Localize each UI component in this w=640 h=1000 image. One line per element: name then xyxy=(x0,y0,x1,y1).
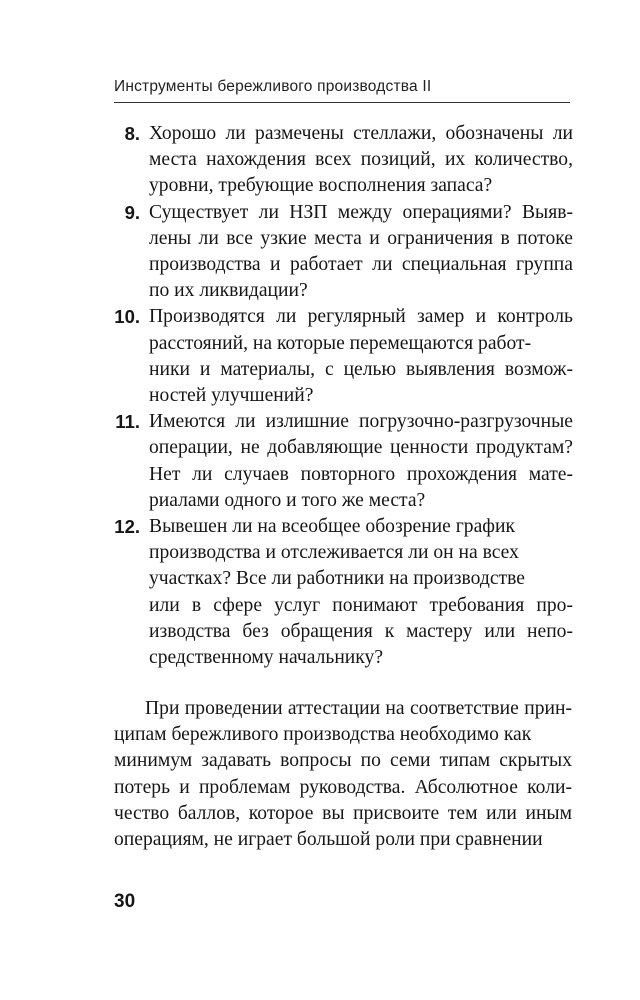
list-item xyxy=(114,304,574,409)
running-head: Инструменты бережливого производства II xyxy=(114,78,432,95)
item-line: операции, не добавляющие ценности продуктам? xyxy=(149,437,573,459)
item-line: места нахождения всех позиций, их количество, xyxy=(149,149,573,171)
list-item xyxy=(114,200,574,305)
item-line: Имеются ли излишние погрузочно-разгрузочные xyxy=(149,411,573,433)
list-item xyxy=(114,514,574,671)
header-rule xyxy=(114,102,570,103)
item-line: средственному начальнику? xyxy=(149,647,384,669)
list-item xyxy=(114,409,574,514)
body-paragraph xyxy=(114,696,574,853)
item-line: изводства без обращения к мастеру или непо- xyxy=(149,620,573,642)
item-line: по их ликвидации? xyxy=(149,280,308,302)
item-line: уровни, требующие восполнения запаса? xyxy=(149,175,493,197)
item-number: 9. xyxy=(124,201,140,223)
paragraph-line: чество баллов, которое вы присвоите тем или иным xyxy=(114,802,572,824)
question-list xyxy=(114,121,574,671)
item-number: 12. xyxy=(114,516,140,538)
paragraph-line: операциям, не играет большой роли при сравнении xyxy=(114,829,543,851)
item-line: лены ли все узкие места и ограничения в потоке xyxy=(149,227,573,249)
item-line: ностей улучшений? xyxy=(149,385,314,407)
paragraph-line: При проведении аттестации на соответствие прин- xyxy=(145,698,572,719)
page-number: 30 xyxy=(114,891,136,912)
paragraph-line: ципам бережливого производства необходимо как xyxy=(114,724,532,746)
paragraph-line: минимум задавать вопросы по семи типам скрытых xyxy=(114,750,572,772)
item-line: Хорошо ли размечены стеллажи, обозначены ли xyxy=(149,123,573,144)
item-line: участках? Все ли работники на производстве xyxy=(149,568,525,590)
item-line: Вывешен ли на всеобщее обозрение график xyxy=(149,516,515,538)
item-line: производства и работает ли специальная группа xyxy=(149,254,573,276)
item-line: расстояний, на которые перемещаются работ- xyxy=(149,332,532,354)
item-number: 11. xyxy=(115,411,140,433)
item-line: Производятся ли регулярный замер и контроль xyxy=(149,306,573,328)
item-number: 10. xyxy=(114,306,140,328)
item-line: производства и отслеживается ли он на всех xyxy=(149,542,519,564)
item-line: риалами одного и того же места? xyxy=(149,489,426,511)
item-number: 8. xyxy=(124,123,140,144)
item-line: или в сфере услуг понимают требования про- xyxy=(149,594,573,616)
list-item xyxy=(114,121,574,200)
item-line: ники и материалы, с целью выявления возмож- xyxy=(149,358,573,380)
item-line: Нет ли случаев повторного прохождения мате- xyxy=(149,463,573,485)
item-line: Существует ли НЗП между операциями? Выяв- xyxy=(149,201,573,223)
paragraph-line: потерь и проблемам руководства. Абсолютное коли- xyxy=(114,776,572,798)
